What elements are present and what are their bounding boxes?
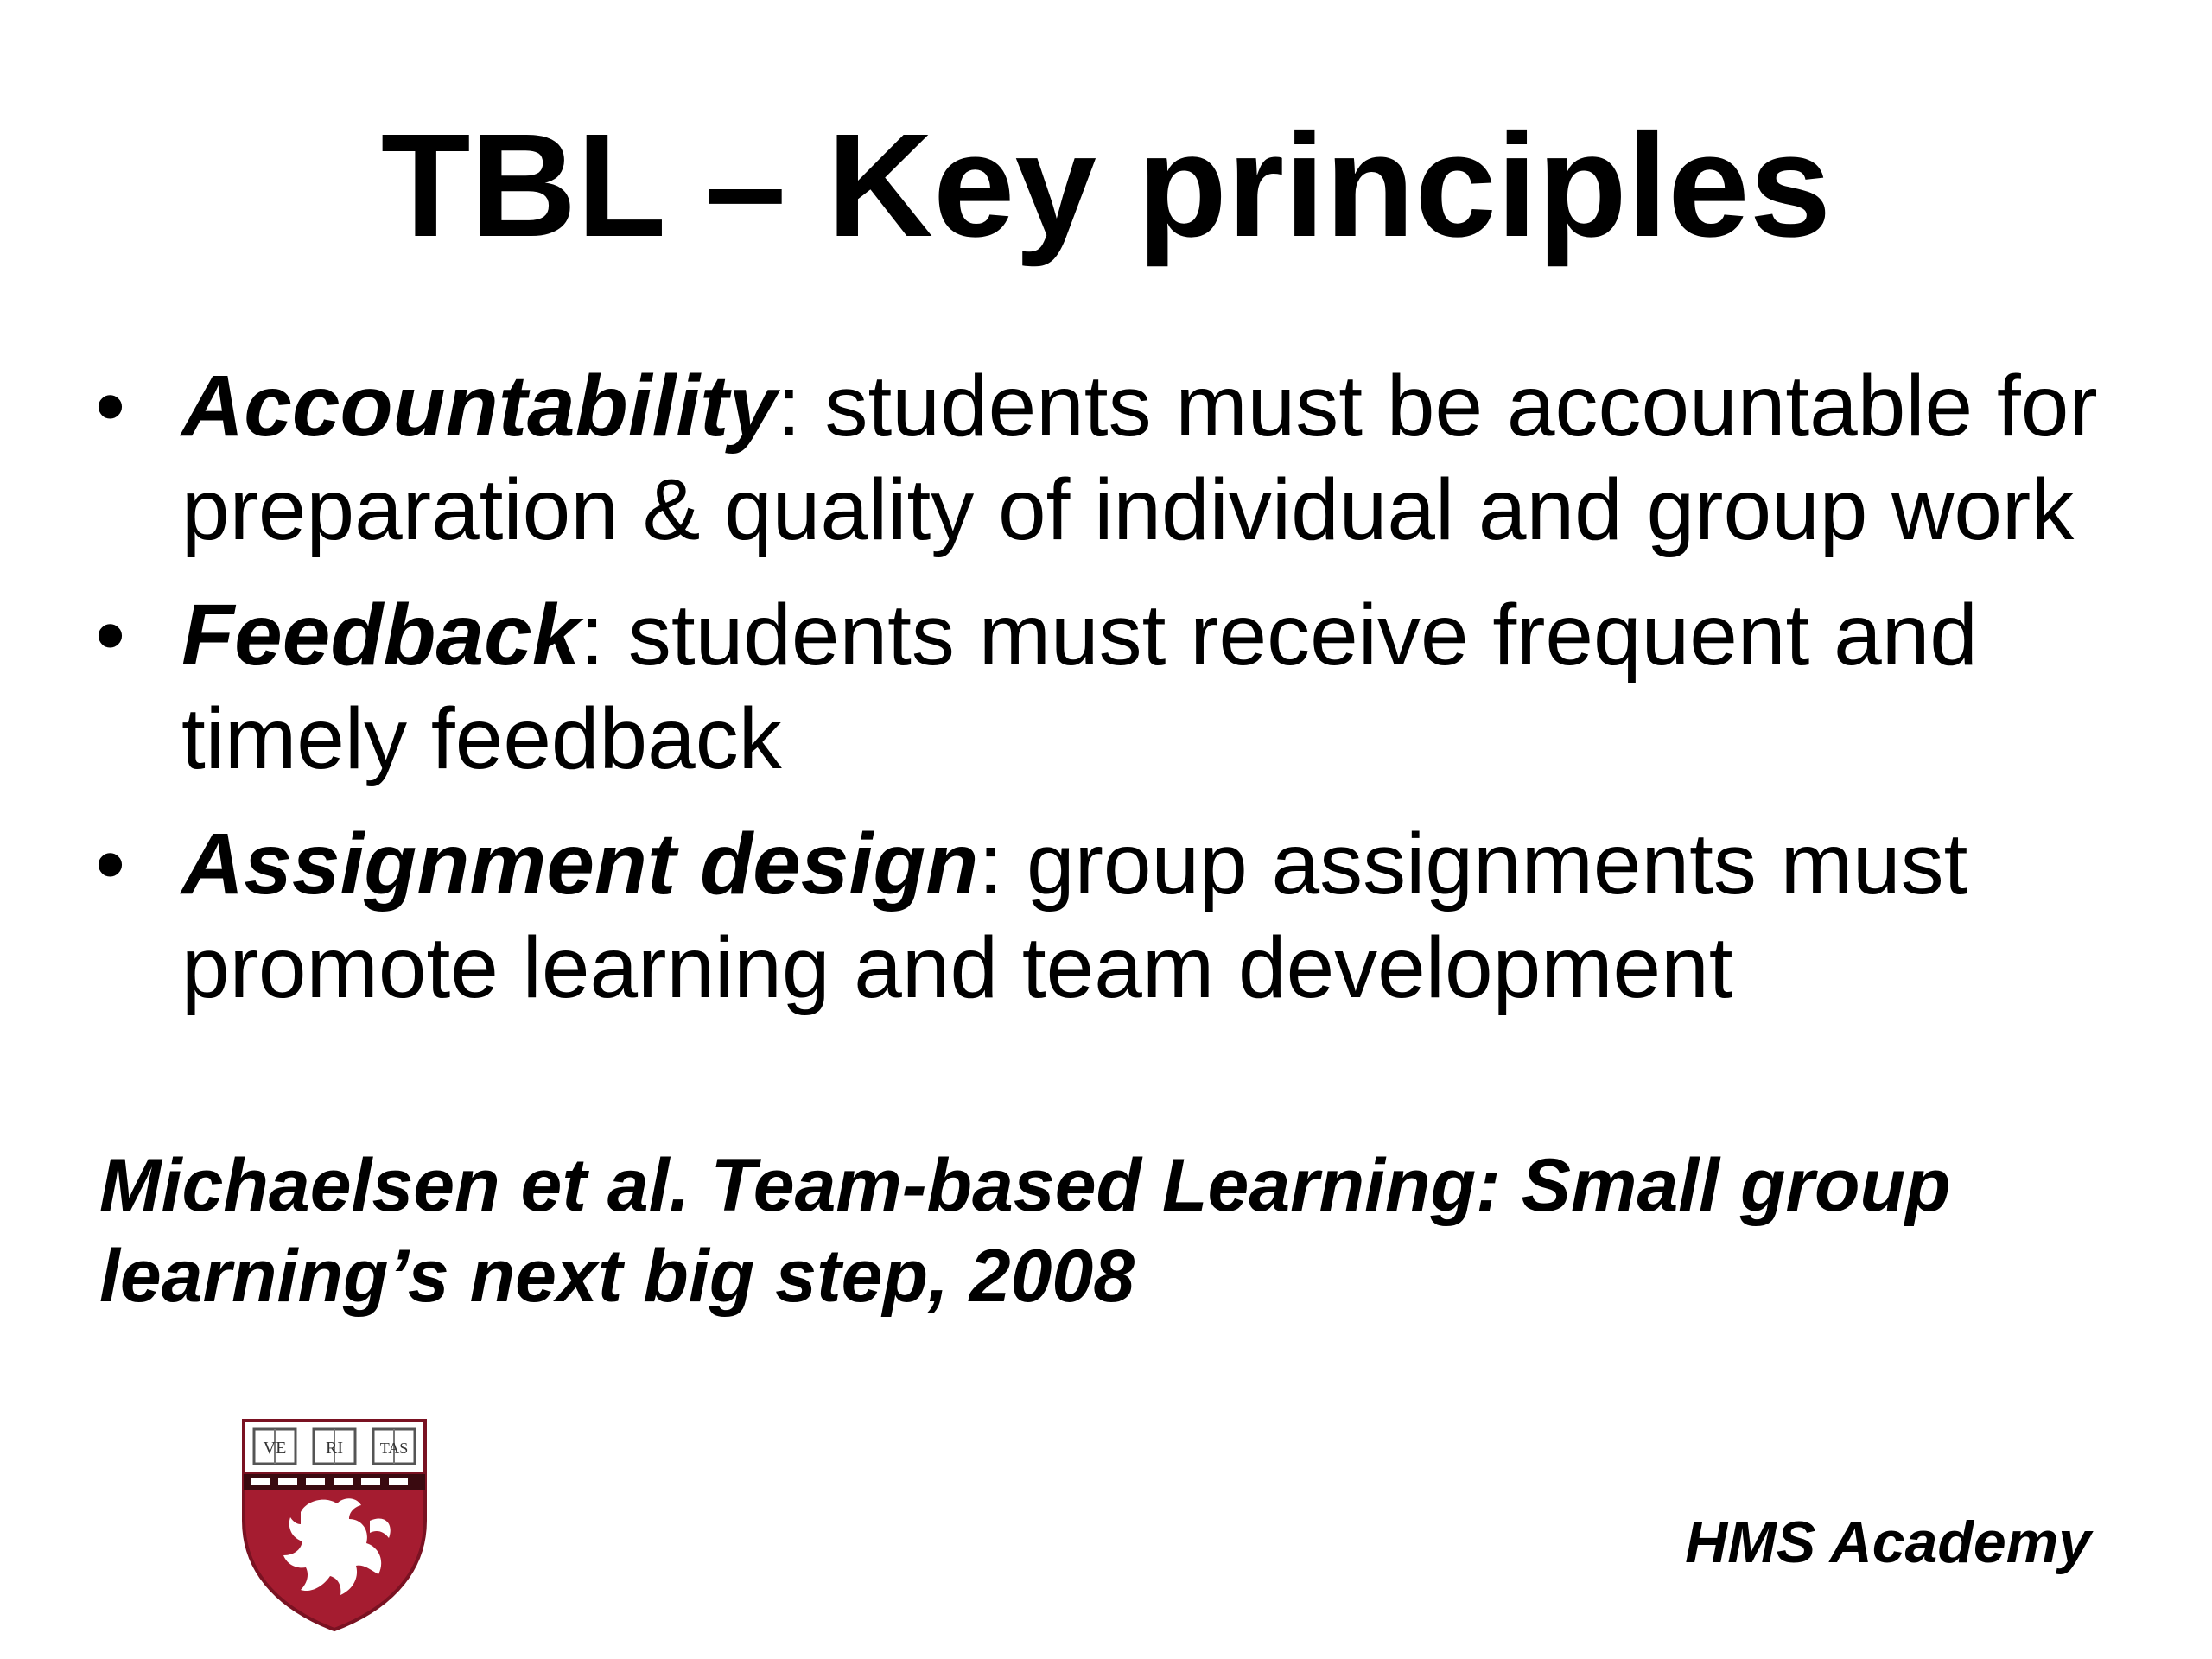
bullet-dot-icon: • xyxy=(95,358,126,454)
bullet-item-assignment-design xyxy=(95,812,2169,1020)
bullet-term: Feedback xyxy=(181,587,581,683)
bullet-separator: : xyxy=(978,816,1003,912)
crest-motto-ri: RI xyxy=(326,1439,343,1458)
bullet-separator: : xyxy=(776,358,801,454)
bullet-item-accountability xyxy=(95,354,2169,562)
citation: Michaelsen et al. Team-based Learning: Small group learning’s next big step, 2008 xyxy=(99,1144,1951,1318)
bullet-separator: : xyxy=(580,587,605,683)
bullet-dot-icon: • xyxy=(95,587,126,683)
bullet-text: students must be accountable for preparation & quality of individual and group work xyxy=(181,358,2098,558)
bullet-term: Accountability xyxy=(181,358,777,454)
crest-motto-tas: TAS xyxy=(379,1440,409,1457)
slide-title: TBL – Key principles xyxy=(380,104,1832,268)
bullet-text: students must receive frequent and timely feedback xyxy=(181,587,1978,787)
crest-motto-ve: VE xyxy=(263,1439,287,1458)
bullet-list xyxy=(95,354,2169,1041)
bullet-term: Assignment design xyxy=(181,816,979,912)
bullet-text: group assignments must promote learning and team development xyxy=(181,816,1968,1016)
bullet-dot-icon: • xyxy=(95,816,126,912)
footer-label: HMS Academy xyxy=(1685,1510,2091,1575)
bullet-item-feedback xyxy=(95,583,2169,791)
harvard-veritas-shield-icon xyxy=(240,1417,429,1633)
